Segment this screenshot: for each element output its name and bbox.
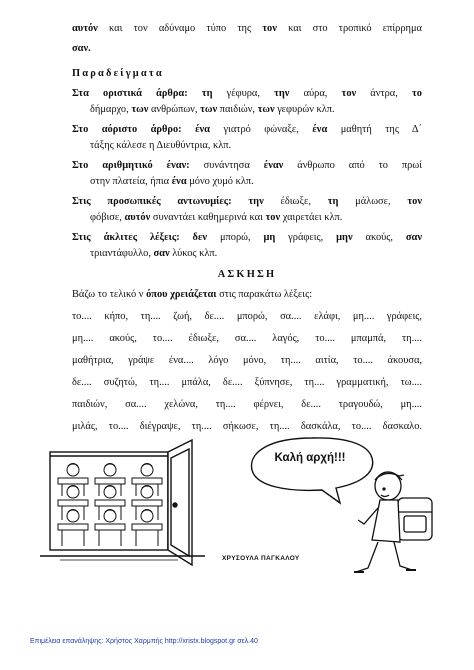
- exercise-line-2: μη.... ακούς, το.... έδιωξε, σα.... λαγός, το.... μπαμπά, τη....: [72, 333, 422, 344]
- bubble-text: Καλή αρχή!!!: [274, 452, 346, 464]
- speech-bubble: [252, 438, 373, 503]
- indeclinable-line-2: τριαντάφυλλο, σαν λύκος κλπ.: [90, 248, 218, 259]
- student-drawing: [354, 472, 432, 572]
- numeral-line-2: στην πλατεία, ήπια ένα μόνο χυμό κλπ.: [90, 176, 254, 187]
- exercise-line-1: το.... κήπο, τη.... ζωή, δε.... μπορώ, σα.... ελάφι, μη.... γράφεις,: [72, 311, 422, 322]
- exercise-heading: ΑΣΚΗΣΗ: [217, 269, 277, 280]
- definite-article-line-2: δήμαρχο, των ανθρώπων, των παιδιών, των γεφυρών κλπ.: [90, 104, 335, 115]
- exercise-line-5: παιδιών, σα.... χελώνα, τη.... φέρνει, δε.... τραγουδώ, μη....: [72, 399, 422, 410]
- definite-article-line: Στα οριστικά άρθρα: τη γέφυρα, την αύρα, τον άντρα, το: [72, 88, 422, 99]
- page-footer: Επιμέλεια επανάληψης: Χρήστος Χαρμπής http://xristx.blogspot.gr σελ.40: [30, 638, 258, 645]
- exercise-line-6: μιλάς, το.... διέγραψε, τη.... σήκωσε, τη.... δασκάλα, το.... δασκαλο.: [72, 421, 422, 432]
- indeclinable-line: Στις άκλιτες λέξεις: δεν μπορώ, μη γράφεις, μην ακούς, σαν: [72, 232, 422, 243]
- exercise-line-4: δε.... συζητώ, τη.... μπάλα, δε.... ξύπνησε, τη.... γραμματική, τω....: [72, 377, 422, 388]
- exercise-instruction: Βάζω το τελικό ν όπου χρειάζεται στις παρακάτω λέξεις:: [72, 289, 313, 300]
- text-line-1: αυτόν και τον αδύναμο τύπο της τον και στο τροπικό επίρρημα: [72, 23, 422, 34]
- pronoun-line-2: φόβισε, αυτόν συναντάει καθημερινά και τον χαιρετάει κλπ.: [90, 212, 343, 223]
- author-name: ΧΡΥΣΟΥΛΑ ΠΑΓΚΑΛΟΥ: [222, 555, 300, 562]
- text-line-2: σαν.: [72, 43, 91, 54]
- indefinite-article-line: Στο αόριστο άρθρο: ένα γιατρό φώναξε, ένα μαθητή της Δ΄: [72, 124, 422, 135]
- numeral-line: Στο αριθμητικό έναν: συνάντησα έναν άνθρωπο από το πρωί: [72, 160, 423, 171]
- exercise-line-3: μαθήτρια, γράψε ένα.... λόγο μόνο, τη.... αιτία, το.... άκουσα,: [72, 355, 422, 366]
- pronoun-line: Στις προσωπικές αντωνυμίες: την έδιωξε, τη μάλωσε, τον: [72, 196, 422, 207]
- classroom-door-drawing: [40, 440, 205, 565]
- examples-heading: Παραδείγματα: [72, 68, 164, 79]
- indefinite-article-line-2: τάξης κάλεσε η Διευθύντρια, κλπ.: [90, 140, 232, 151]
